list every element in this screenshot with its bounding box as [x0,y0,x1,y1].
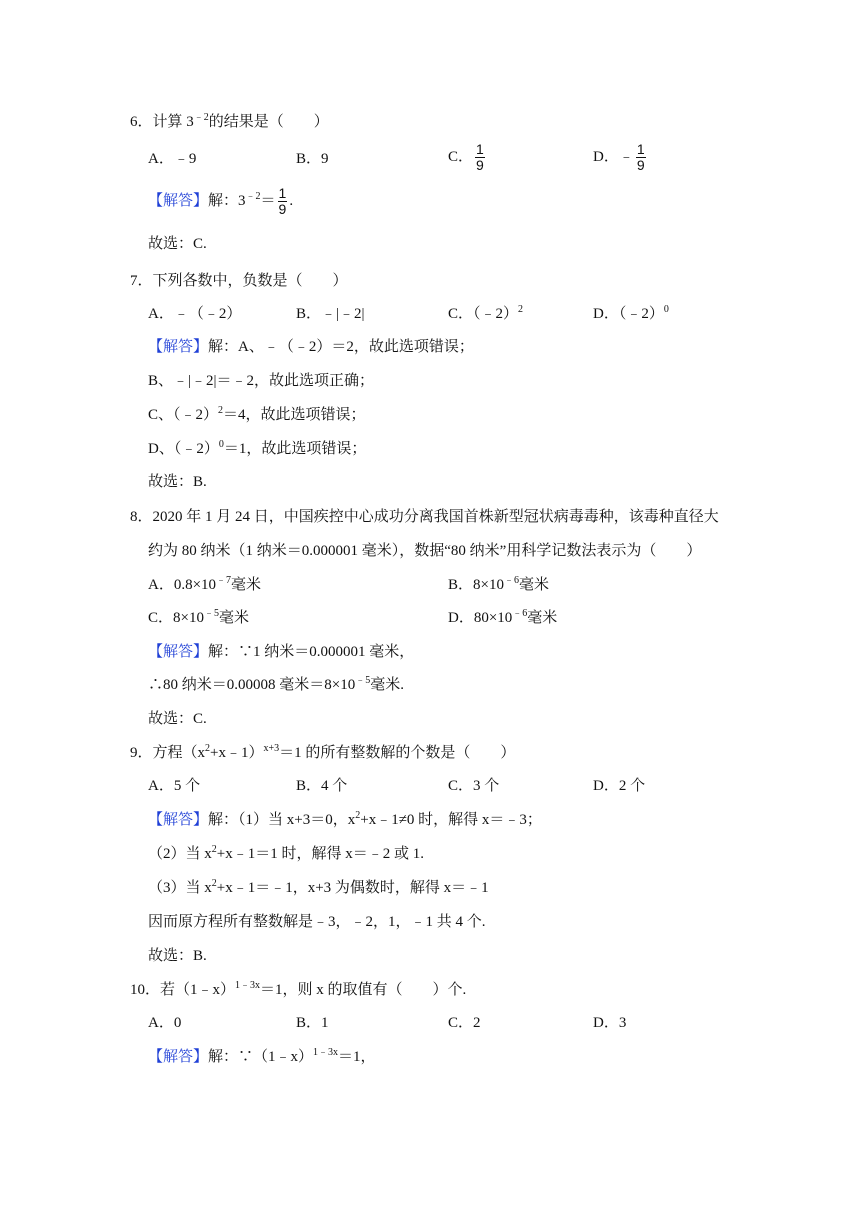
q6-option-b: B．9 [296,151,329,167]
q9-option-a: A．5 个 [148,778,201,794]
q9-answer: 故选：B. [148,948,207,964]
q6-answer: 故选：C. [148,236,207,252]
q7-solution-3: C、（﹣2）$^2$＝4，故此选项错误； [148,405,366,423]
q7-option-c: C．（﹣2）$^2$ [448,304,524,322]
q10-option-a: A．0 [148,1015,182,1031]
q6-option-d: D．﹣ $\frac{1}{9}$ [593,141,645,173]
q9-solution-3: （3）当 $x^2+x﹣1=﹣1$，x+3 为偶数时，解得 x＝﹣1 [148,878,489,896]
q7-option-a: A．﹣（﹣2） [148,306,242,322]
q8-stem-line-1: 8．2020 年 1 月 24 日，中国疾控中心成功分离我国首株新型冠状病毒毒种，该毒种直径大 [130,509,719,525]
q9-option-b: B．4 个 [296,778,348,794]
q7-answer: 故选：B. [148,474,207,490]
q6-stem: 6．计算 $3^{﹣2}$的结果是（ ） [130,112,329,130]
q9-stem: 9．方程$(x^2+x﹣1)^{x+3}=1$ 的所有整数解的个数是（ ） [130,743,516,761]
q8-option-c: C．$8\times 10^{﹣5}$毫米 [148,608,249,626]
q7-solution-2: B、﹣|﹣2|＝﹣2，故此选项正确； [148,373,375,389]
q8-stem-line-2: 约为 80 纳米（1 纳米＝0.000001 毫米），数据“80 纳米”用科学记数法表示为（ ） [148,543,702,559]
fraction-one-ninth: $\frac{1}{9}$ [278,185,287,217]
q10-option-b: B．1 [296,1015,329,1031]
q10-stem: 10．若（1﹣x）$^{1﹣3x}$＝1，则 x 的取值有（ ）个. [130,980,467,998]
q10-solution: 【解答】解：∵（1﹣x）$^{1﹣3x}$＝1， [148,1047,376,1065]
q8-option-b: B．$8\times 10^{﹣6}$毫米 [448,575,549,593]
q10-option-d: D．3 [593,1015,627,1031]
q6-solution: 【解答】解：$3^{﹣2}=$ $\frac{1}{9}$ . [148,185,294,217]
fraction-one-ninth: $\frac{1}{9}$ [476,141,484,173]
q9-solution-1: 【解答】解：（1）当 x+3＝0，$x^2+x﹣1\ne 0$ 时，解得 x＝﹣3； [148,810,542,828]
q6-option-c: C． $\frac{1}{9}$ [448,141,484,173]
q7-option-b: B．﹣|﹣2| [296,306,365,322]
q8-solution-2: ∴80 纳米＝0.00008 毫米$=8\times 10^{﹣5}$毫米. [148,675,404,693]
q6-option-a: A．﹣9 [148,151,197,167]
q7-solution-1: 【解答】解：A、﹣（﹣2）＝2，故此选项错误； [148,339,474,355]
q7-option-d: D．（﹣2）$^0$ [593,304,669,322]
q8-answer: 故选：C. [148,711,207,727]
q8-option-a: A．$0.8\times 10^{﹣7}$毫米 [148,575,262,593]
fraction-one-ninth: $\frac{1}{9}$ [636,141,645,173]
q8-option-d: D．$80\times 10^{﹣6}$毫米 [448,608,558,626]
q9-solution-4: 因而原方程所有整数解是﹣3，﹣2，1，﹣1 共 4 个. [148,914,486,930]
q7-solution-4: D、（﹣2）$^0$＝1，故此选项错误； [148,439,367,457]
q9-option-c: C．3 个 [448,778,500,794]
q10-option-c: C．2 [448,1015,481,1031]
q8-solution-1: 【解答】解：∵1 纳米＝0.000001 毫米， [148,644,415,660]
q9-option-d: D．2 个 [593,778,646,794]
q7-stem: 7．下列各数中，负数是（ ） [130,273,348,289]
q9-solution-2: （2）当 $x^2+x﹣1=1$ 时，解得 x＝﹣2 或 1. [148,844,424,862]
